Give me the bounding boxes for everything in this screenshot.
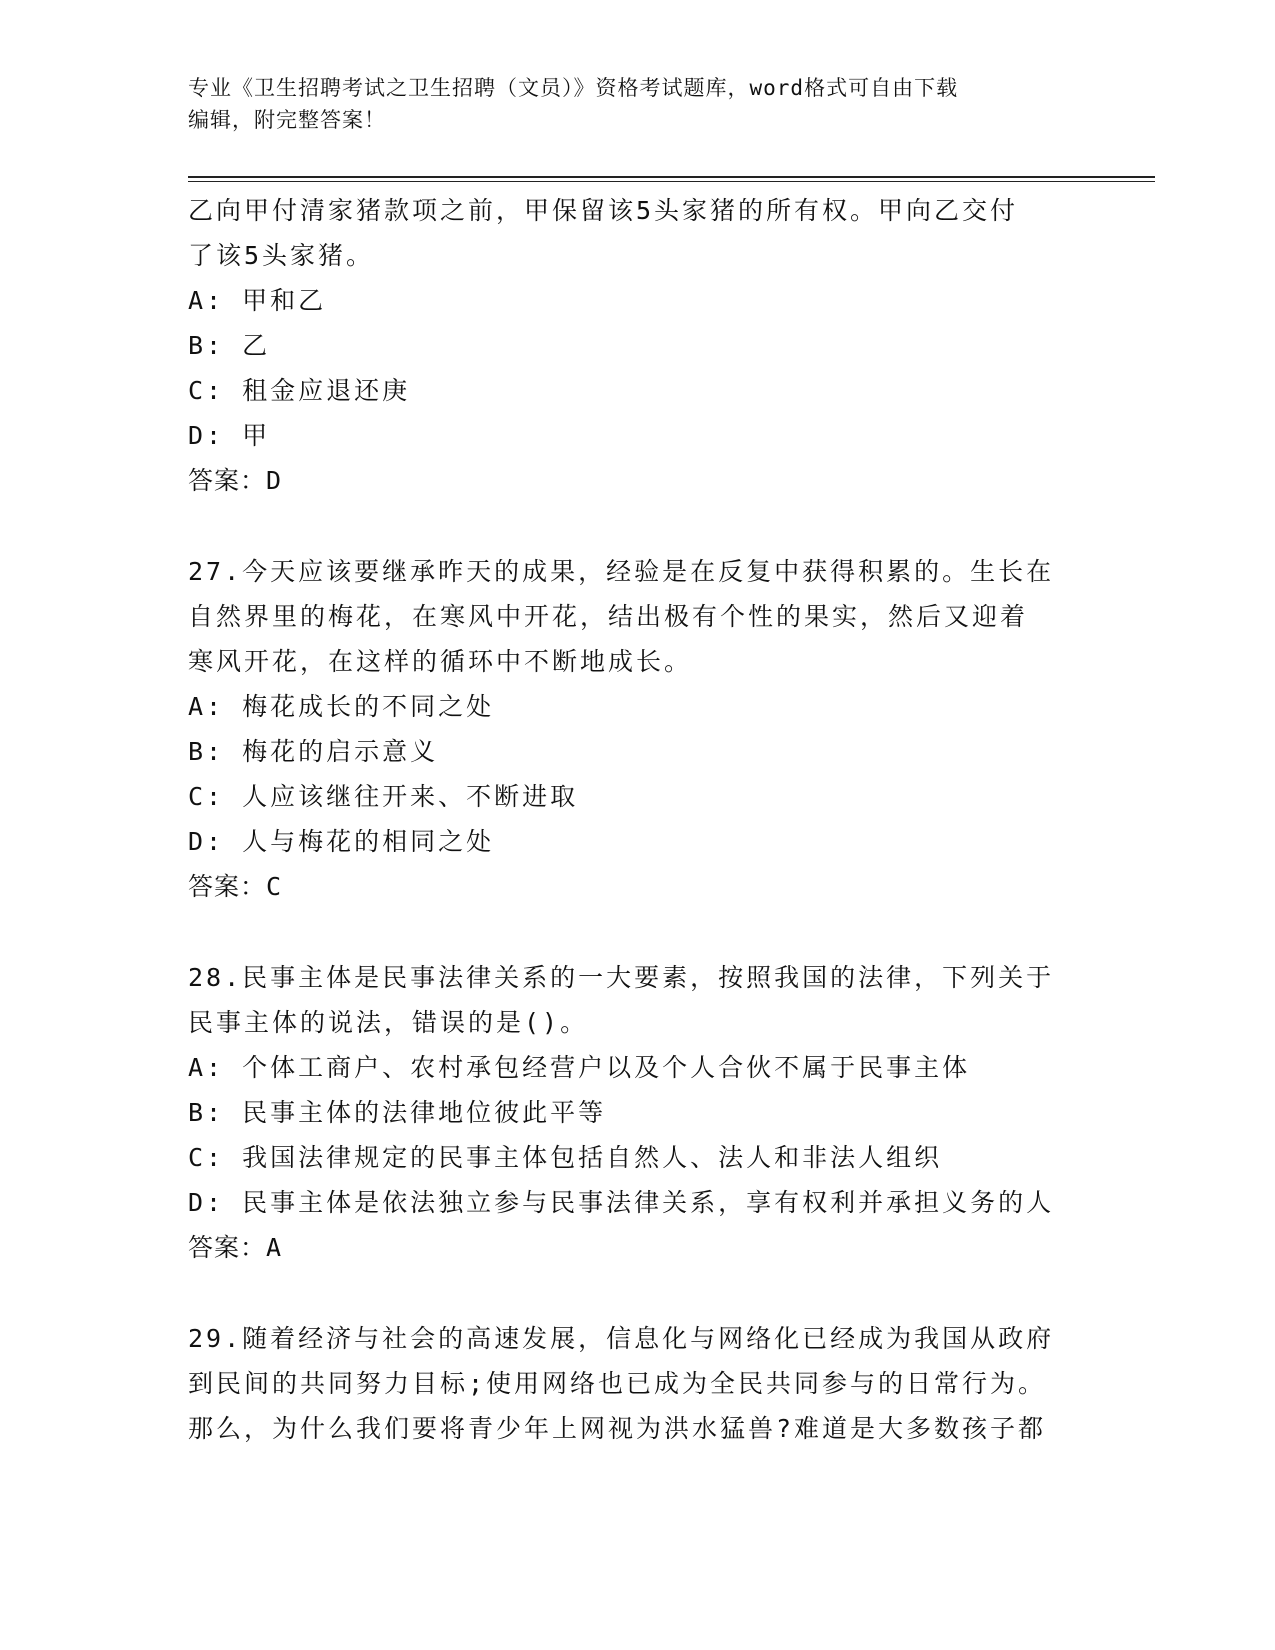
option-a: A: 个体工商户、农村承包经营户以及个人合伙不属于民事主体	[188, 1053, 971, 1082]
header-line-2: 编辑，附完整答案！	[188, 108, 386, 132]
question-gap	[188, 1270, 1088, 1316]
question-text-line: 自然界里的梅花，在寒风中开花，结出极有个性的果实，然后又迎着	[188, 602, 1029, 631]
option-c: C: 我国法律规定的民事主体包括自然人、法人和非法人组织	[188, 1143, 943, 1172]
answer-line: 答案：C	[188, 872, 283, 901]
option-d: D: 人与梅花的相同之处	[188, 827, 495, 856]
answer-line: 答案：D	[188, 466, 283, 495]
question-27	[188, 549, 1088, 909]
option-c: C: 人应该继往开来、不断进取	[188, 782, 579, 811]
question-text-line: 28.民事主体是民事法律关系的一大要素，按照我国的法律，下列关于	[188, 963, 1055, 992]
option-d: D: 甲	[188, 421, 271, 450]
question-29	[188, 1316, 1088, 1451]
question-text-line: 民事主体的说法，错误的是()。	[188, 1008, 589, 1037]
answer-line: 答案：A	[188, 1233, 283, 1262]
option-b: B: 民事主体的法律地位彼此平等	[188, 1098, 607, 1127]
header-line-1: 专业《卫生招聘考试之卫生招聘（文员）》资格考试题库，word格式可自由下载	[188, 76, 959, 100]
option-d: D: 民事主体是依法独立参与民事法律关系，享有权利并承担义务的人	[188, 1188, 1055, 1217]
question-gap	[188, 909, 1088, 955]
page-content	[188, 188, 1088, 1451]
option-c: C: 租金应退还庚	[188, 376, 411, 405]
header-rule-thin	[188, 181, 1155, 182]
option-b: B: 梅花的启示意义	[188, 737, 439, 766]
question-text-line: 乙向甲付清家猪款项之前，甲保留该5头家猪的所有权。甲向乙交付	[188, 196, 1019, 225]
question-text-line: 了该5头家猪。	[188, 241, 375, 270]
question-gap	[188, 503, 1088, 549]
document-header	[188, 72, 1068, 136]
question-28	[188, 955, 1088, 1270]
option-a: A: 梅花成长的不同之处	[188, 692, 495, 721]
question-text-line: 29.随着经济与社会的高速发展，信息化与网络化已经成为我国从政府	[188, 1324, 1055, 1353]
option-b: B: 乙	[188, 331, 271, 360]
question-text-line: 到民间的共同努力目标;使用网络也已成为全民共同参与的日常行为。	[188, 1369, 1047, 1398]
question-text-line: 寒风开花，在这样的循环中不断地成长。	[188, 647, 693, 676]
header-rule-thick	[188, 176, 1155, 178]
question-text-line: 那么，为什么我们要将青少年上网视为洪水猛兽?难道是大多数孩子都	[188, 1414, 1047, 1443]
question-continuation	[188, 188, 1088, 503]
option-a: A: 甲和乙	[188, 286, 327, 315]
question-text-line: 27.今天应该要继承昨天的成果，经验是在反复中获得积累的。生长在	[188, 557, 1055, 586]
